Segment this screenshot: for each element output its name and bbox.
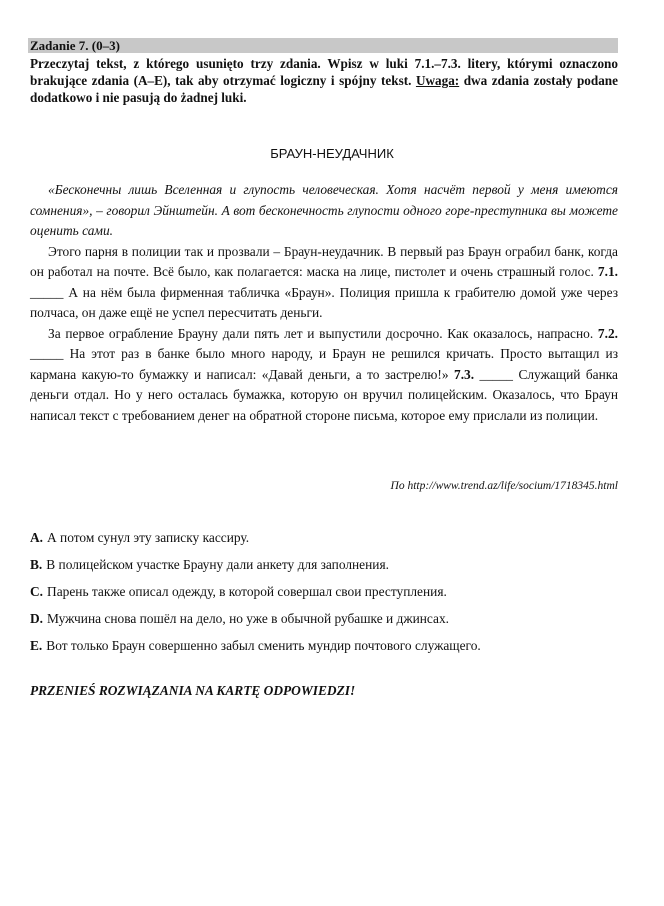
p2-part2: А на нём была фирменная табличка «Браун». Полиция пришла к грабителю домой уже через полчаса, он даже ещё не успел пересчитать деньги.: [30, 284, 618, 320]
p3-part3: Служащий банка деньги отдал. Но у него осталась бумажка, которую он вручил полицейским. Оказалось, что Браун написал текст с требованием денег на обратной стороне письма, которое ему прислали из полиции.: [30, 366, 619, 423]
gap-7-3-blank: _____: [474, 366, 519, 382]
gap-7-2-label: 7.2.: [597, 325, 618, 341]
option-text: В полицейском участке Брауну дали анкету для заполнения.: [46, 557, 389, 572]
p3-part2: На этот раз в банке было много народу, и Браун не решился кричать. Просто вытащил из кармана какую-то бумажку и написал: «Давай деньги, а то застрелю!»: [30, 346, 618, 382]
paragraph-2: [30, 242, 618, 324]
p2-part1: Этого парня в полиции так и прозвали – Браун-неудачник. В первый раз Браун ограбил банк, когда он работал на почте. Всё было, как полагается: маска на лице, пистолет и очень страшный голос.: [30, 243, 618, 279]
option-c: [30, 582, 620, 609]
task-instructions: [30, 55, 618, 106]
option-letter: C.: [30, 584, 44, 599]
gap-7-1-blank: _____: [30, 284, 69, 300]
story-title: БРАУН-НЕУДАЧНИК: [270, 146, 394, 161]
instruction-text: Przeczytaj tekst, z którego usunięto trzy zdania. Wpisz w luki 7.1.–7.3. litery, którymi oznaczono brakujące zdania (A–E), tak aby otrzymać logiczny i spójny tekst.: [30, 56, 618, 88]
note-label: Uwaga:: [415, 73, 460, 88]
paragraph-3: [30, 324, 618, 427]
epigraph: «Бесконечны лишь Вселенная и глупость человеческая. Хотя насчёт первой у меня имеются сомнения», – говорил Эйнштейн. А вот бесконечность глупости одного горе-преступника вы можете оценить сами.: [30, 182, 618, 238]
option-text: А потом сунул эту записку кассиру.: [47, 530, 250, 545]
option-letter: E.: [30, 638, 43, 653]
source-citation: По http://www.trend.az/life/socium/1718345.html: [390, 480, 618, 492]
option-letter: B.: [30, 557, 43, 572]
gap-7-2-blank: _____: [30, 346, 70, 361]
story-text: [30, 180, 618, 426]
transfer-answers-note: PRZENIEŚ ROZWIĄZANIA NA KARTĘ ODPOWIEDZI!: [30, 683, 356, 698]
option-a: [30, 528, 620, 555]
option-e: [30, 636, 620, 663]
option-text: Вот только Браун совершенно забыл сменить мундир почтового служащего.: [46, 638, 481, 653]
option-text: Парень также описал одежду, в которой совершал свои преступления.: [47, 584, 447, 599]
option-text: Мужчина снова пошёл на дело, но уже в обычной рубашке и джинсах.: [47, 611, 450, 626]
task-header: Zadanie 7. (0–3): [28, 38, 618, 53]
option-b: [30, 555, 620, 582]
p3-part1: За первое ограбление Брауну дали пять лет и выпустили досрочно. Как оказалось, напрасно.: [48, 325, 598, 341]
note-text: dwa zdania zostały podane dodatkowo i nie pasują do żadnej luki.: [30, 73, 618, 105]
gap-7-3-label: 7.3.: [454, 366, 475, 382]
gap-7-1-label: 7.1.: [597, 264, 618, 279]
option-letter: D.: [30, 611, 44, 626]
answer-options: [30, 528, 620, 663]
option-d: [30, 609, 620, 636]
option-letter: A.: [30, 530, 44, 545]
